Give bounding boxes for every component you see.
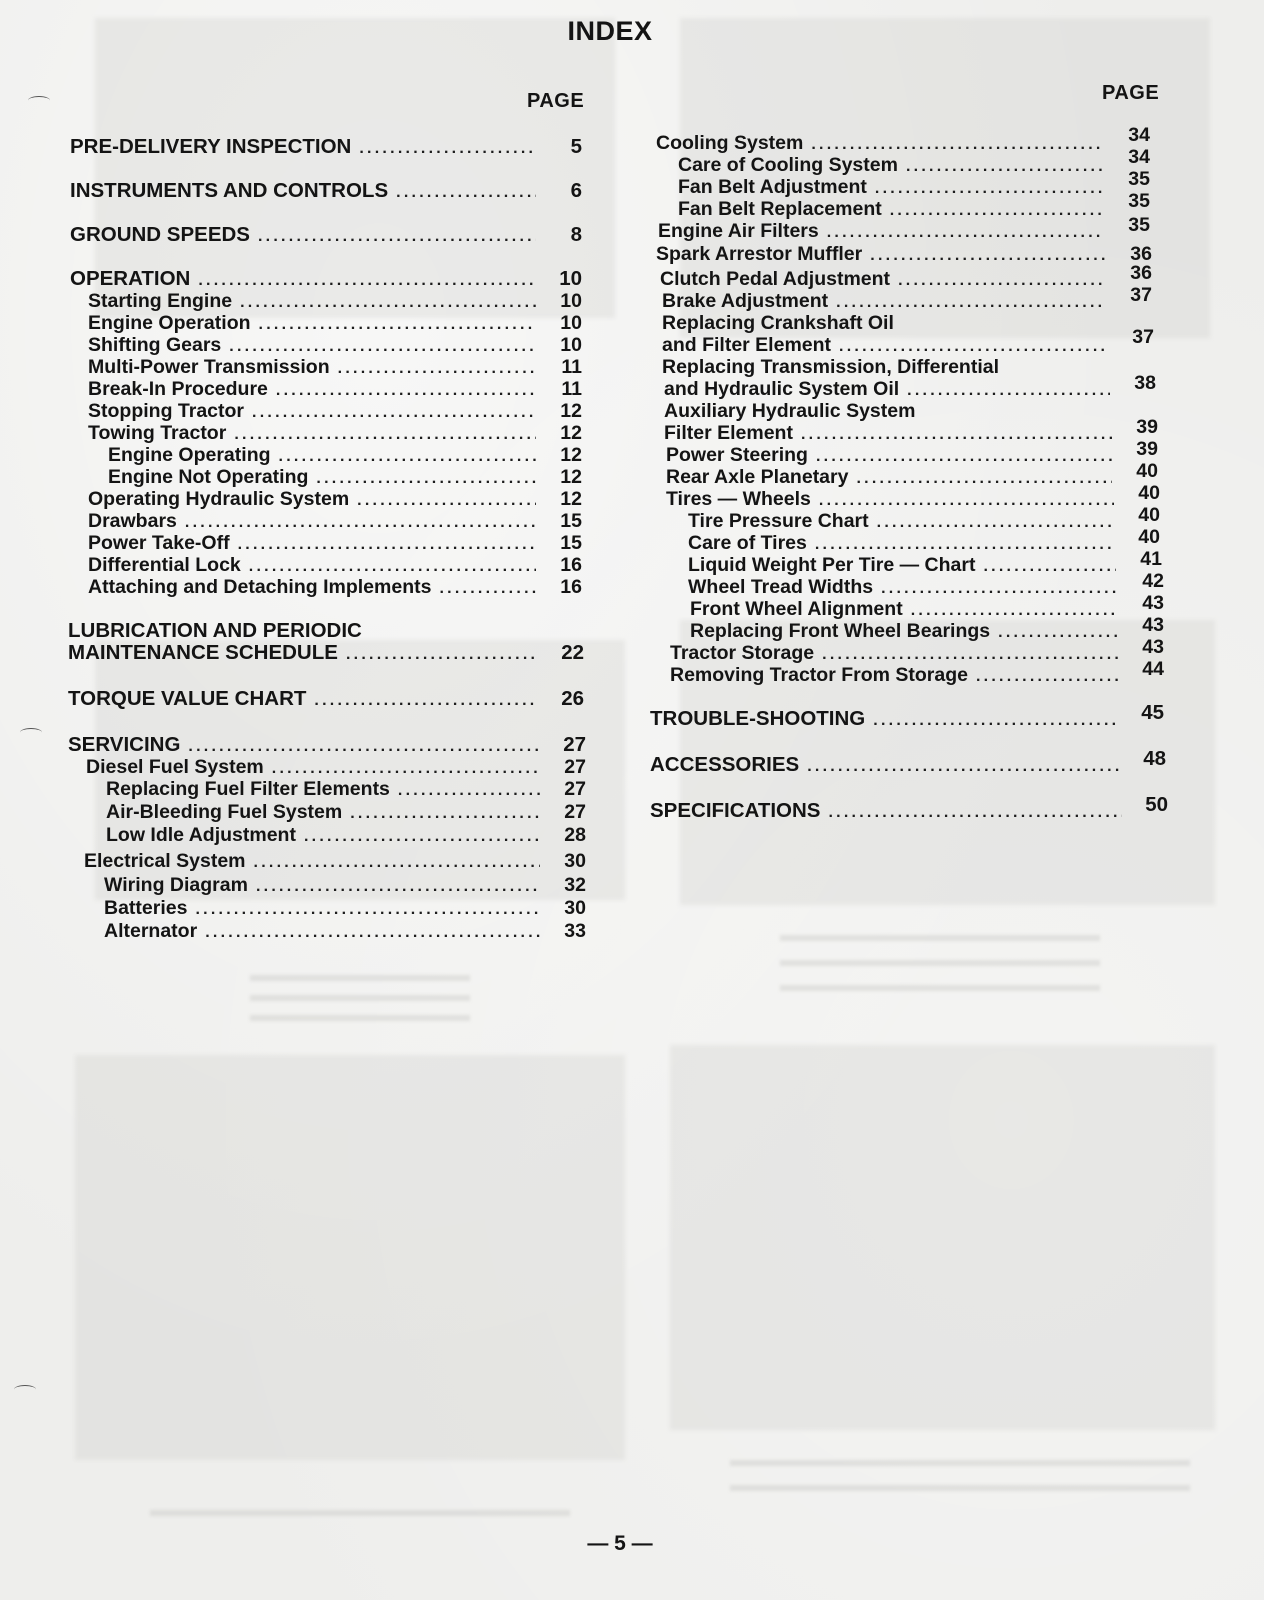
page-number: 8 [570,223,582,246]
bleed-through-caption [730,1460,1190,1466]
dot-leader [801,424,1112,446]
page-number: 15 [560,510,582,532]
page-number: 42 [1142,570,1164,592]
dot-leader [836,292,1106,314]
page-number: 30 [564,897,586,919]
dot-leader [875,178,1104,200]
index-entry-rear-axle-planetary: Rear Axle Planetary . . . 40 [666,466,1158,490]
dot-leader [314,690,538,712]
page-number: 11 [561,356,582,378]
dot-leader [304,826,540,848]
index-entry-fan-belt-replacement: Fan Belt Replacement . . . 35 [678,198,1150,222]
page-number: 39 [1136,416,1158,438]
dot-leader [249,556,536,578]
dot-leader [998,622,1118,644]
index-entry-trouble-shooting: TROUBLE-SHOOTING . . . 45 [650,708,1164,732]
bleed-through-caption [150,1510,570,1516]
dot-leader [807,756,1120,778]
page-number: 12 [560,444,582,466]
dot-leader [359,138,536,160]
index-entry-front-wheel-alignment: Front Wheel Alignment . . . 43 [690,598,1164,622]
index-entry-clutch-pedal-adjustment: Clutch Pedal Adjustment . . . 36 [660,268,1152,292]
page-number: 45 [1141,701,1164,724]
index-entry-replacing-front-wheel-bearings: Replacing Front Wheel Bearings . . . 43 [690,620,1164,644]
page-number: 16 [560,554,582,576]
index-entry-fan-belt-adjustment: Fan Belt Adjustment . . . 35 [678,176,1150,200]
index-entry-engine-air-filters: Engine Air Filters . . . 35 [658,220,1150,244]
dot-leader [198,270,536,292]
index-entry-care-of-tires: Care of Tires . . . 40 [688,532,1160,556]
dot-leader [234,424,536,446]
index-entry-replacing-transmission-line1: Replacing Transmission, Differential [662,356,1000,378]
dot-leader [195,899,540,921]
page-number: 40 [1138,504,1160,526]
dot-leader [819,490,1114,512]
page-number: 35 [1128,168,1150,190]
index-entry-engine-operation: Engine Operation . . . 10 [88,312,582,336]
bleed-through-caption [780,935,1100,941]
page-number: 28 [564,824,586,846]
left-page-column-header: PAGE [527,90,585,112]
page-number: 36 [1130,243,1152,265]
page-number: 40 [1138,482,1160,504]
punch-hole-mark [28,96,50,105]
dot-leader [185,512,536,534]
dot-leader [229,336,536,358]
index-entry-tire-pressure-chart: Tire Pressure Chart . . . 40 [688,510,1160,534]
page-number: 39 [1136,438,1158,460]
page-number: 43 [1142,592,1164,614]
dot-leader [822,644,1118,666]
dot-leader [827,222,1104,244]
page-number: 37 [1132,326,1154,348]
dot-leader [254,852,540,874]
dot-leader [316,468,536,490]
index-entry-towing-tractor: Towing Tractor . . . 12 [88,422,582,446]
page-title: INDEX [567,16,653,46]
dot-leader [873,710,1118,732]
dot-leader [877,512,1114,534]
dot-leader [188,736,540,758]
index-entry-instruments-and-controls: INSTRUMENTS AND CONTROLS . . . 6 [70,180,582,204]
dot-leader [856,468,1112,490]
page-number: 12 [560,400,582,422]
dot-leader [240,292,536,314]
index-entry-stopping-tractor: Stopping Tractor . . . 12 [88,400,582,424]
index-entry-liquid-weight-chart: Liquid Weight Per Tire — Chart . . . 41 [688,554,1162,578]
index-entry-low-idle-adjustment: Low Idle Adjustment . . . 28 [106,824,586,848]
page-number: 48 [1143,747,1166,770]
page-number: 5 [570,135,582,158]
page-number: 43 [1142,636,1164,658]
page-number: 15 [560,532,582,554]
dot-leader [890,200,1104,222]
page-number: 44 [1142,658,1164,680]
dot-leader [816,446,1112,468]
dot-leader [898,270,1106,292]
dot-leader [881,578,1118,600]
page-number: 30 [564,850,586,872]
dot-leader [906,156,1104,178]
index-entry-power-take-off: Power Take-Off . . . 15 [88,532,582,556]
dot-leader [258,226,536,248]
index-entry-electrical-system: Electrical System . . . 30 [84,850,586,874]
dot-leader [439,578,536,600]
dot-leader [256,876,540,898]
page-number: 11 [561,378,582,400]
bleed-through-caption [780,960,1100,966]
dot-leader [828,802,1122,824]
page-number: 27 [564,756,586,778]
index-entry-auxiliary-hydraulic-line1: Auxiliary Hydraulic System [664,400,916,422]
index-entry-engine-operating: Engine Operating . . . 12 [108,444,582,468]
page-number: 35 [1128,214,1150,236]
index-entry-drawbars: Drawbars . . . 15 [88,510,582,534]
index-entry-maintenance-schedule: MAINTENANCE SCHEDULE . . . 22 [68,642,584,666]
dot-leader [238,534,536,556]
index-entry-operation: OPERATION . . . 10 [70,268,582,292]
page-number: 34 [1128,124,1150,146]
index-entry-removing-tractor-from-storage: Removing Tractor From Storage . . . 44 [670,664,1164,688]
page-number: 33 [564,920,586,942]
bleed-through-caption [250,995,470,1001]
index-entry-brake-adjustment: Brake Adjustment . . . 37 [662,290,1152,314]
index-entry-specifications: SPECIFICATIONS . . . 50 [650,800,1168,824]
bleed-through-caption [250,975,470,981]
bleed-through-block [670,1045,1215,1430]
index-entry-multi-power-transmission: Multi-Power Transmission . . . 11 [88,356,582,380]
page-number: 22 [561,641,584,664]
dot-leader [338,358,536,380]
page-number: 27 [564,801,586,823]
index-entry-cooling-system: Cooling System . . . 34 [656,132,1150,156]
page-number: 43 [1142,614,1164,636]
index-entry-ground-speeds: GROUND SPEEDS . . . 8 [70,224,582,248]
dot-leader [279,446,536,468]
index-entry-differential-lock: Differential Lock . . . 16 [88,554,582,578]
index-entry-break-in-procedure: Break-In Procedure . . . 11 [88,378,582,402]
dot-leader [259,314,536,336]
page-number: 50 [1145,793,1168,816]
index-entry-batteries: Batteries . . . 30 [104,897,586,921]
index-entry-servicing: SERVICING . . . 27 [68,734,586,758]
index-entry-wiring-diagram: Wiring Diagram . . . 32 [104,874,586,898]
page-number: 40 [1138,526,1160,548]
index-entry-air-bleeding-fuel-system: Air-Bleeding Fuel System . . . 27 [106,801,586,825]
dot-leader [272,758,540,780]
index-entry-attaching-detaching-implements: Attaching and Detaching Implements . . . 16 [88,576,582,600]
index-entry-hydraulic-system-oil: and Hydraulic System Oil . . . 38 [664,378,1156,402]
bleed-through-block [75,1055,625,1460]
page-number: 37 [1130,284,1152,306]
page-number: 34 [1128,146,1150,168]
index-entry-tires-wheels: Tires — Wheels . . . 40 [666,488,1160,512]
page-number: 40 [1136,460,1158,482]
page-number: 38 [1134,372,1156,394]
index-entry-starting-engine: Starting Engine . . . 10 [88,290,582,314]
index-entry-replacing-fuel-filter-elements: Replacing Fuel Filter Elements . . . 27 [106,778,586,802]
page-number: 12 [560,466,582,488]
index-entry-pre-delivery-inspection: PRE-DELIVERY INSPECTION . . . 5 [70,136,582,160]
dot-leader [350,803,540,825]
bleed-through-caption [780,985,1100,991]
page-number: 16 [560,576,582,598]
page-number: 35 [1128,190,1150,212]
dot-leader [252,402,536,424]
index-entry-wheel-tread-widths: Wheel Tread Widths . . . 42 [688,576,1164,600]
right-page-column-header: PAGE [1102,82,1160,104]
dot-leader [907,380,1110,402]
index-entry-alternator: Alternator . . . 33 [104,920,586,944]
index-entry-engine-not-operating: Engine Not Operating . . . 12 [108,466,582,490]
dot-leader [839,336,1108,358]
dot-leader [983,556,1116,578]
page-number: 27 [563,733,586,756]
page-number: 32 [564,874,586,896]
dot-leader [357,490,536,512]
bleed-through-caption [730,1485,1190,1491]
page-number: 12 [560,422,582,444]
page-number: 41 [1140,548,1162,570]
dot-leader [811,134,1104,156]
index-entry-shifting-gears: Shifting Gears . . . 10 [88,334,582,358]
page-number: 26 [561,687,584,710]
index-entry-diesel-fuel-system: Diesel Fuel System . . . 27 [86,756,586,780]
index-entry-replacing-crankshaft-oil-line1: Replacing Crankshaft Oil [662,312,894,334]
index-entry-accessories: ACCESSORIES . . . 48 [650,754,1166,778]
dot-leader [205,922,540,944]
dot-leader [911,600,1118,622]
index-entry-power-steering: Power Steering . . . 39 [666,444,1158,468]
punch-hole-mark [20,728,42,737]
page-number: 10 [560,290,582,312]
index-entry-tractor-storage: Tractor Storage . . . 43 [670,642,1164,666]
index-entry-lubrication-line1: LUBRICATION AND PERIODIC [68,619,362,642]
index-entry-spark-arrestor-muffler: Spark Arrestor Muffler . . . 36 [656,243,1152,267]
page-number: 10 [559,267,582,290]
page-number: 6 [570,179,582,202]
page-number: 10 [560,312,582,334]
index-entry-and-filter-element: and Filter Element . . . 37 [662,334,1154,358]
page-number-footer: — 5 — [587,1532,653,1555]
bleed-through-caption [250,1015,470,1021]
page-number: 36 [1130,262,1152,284]
index-entry-care-of-cooling-system: Care of Cooling System . . . 34 [678,154,1150,178]
page-number: 10 [560,334,582,356]
dot-leader [398,780,540,802]
page-number: 12 [560,488,582,510]
dot-leader [815,534,1114,556]
dot-leader [976,666,1118,688]
index-entry-torque-value-chart: TORQUE VALUE CHART . . . 26 [68,688,584,712]
dot-leader [396,182,536,204]
punch-hole-mark [14,1385,36,1394]
index-entry-operating-hydraulic-system: Operating Hydraulic System . . . 12 [88,488,582,512]
page-number: 27 [564,778,586,800]
index-entry-aux-filter-element: Filter Element . . . 39 [664,422,1158,446]
dot-leader [870,245,1106,267]
dot-leader [346,644,538,666]
dot-leader [276,380,536,402]
